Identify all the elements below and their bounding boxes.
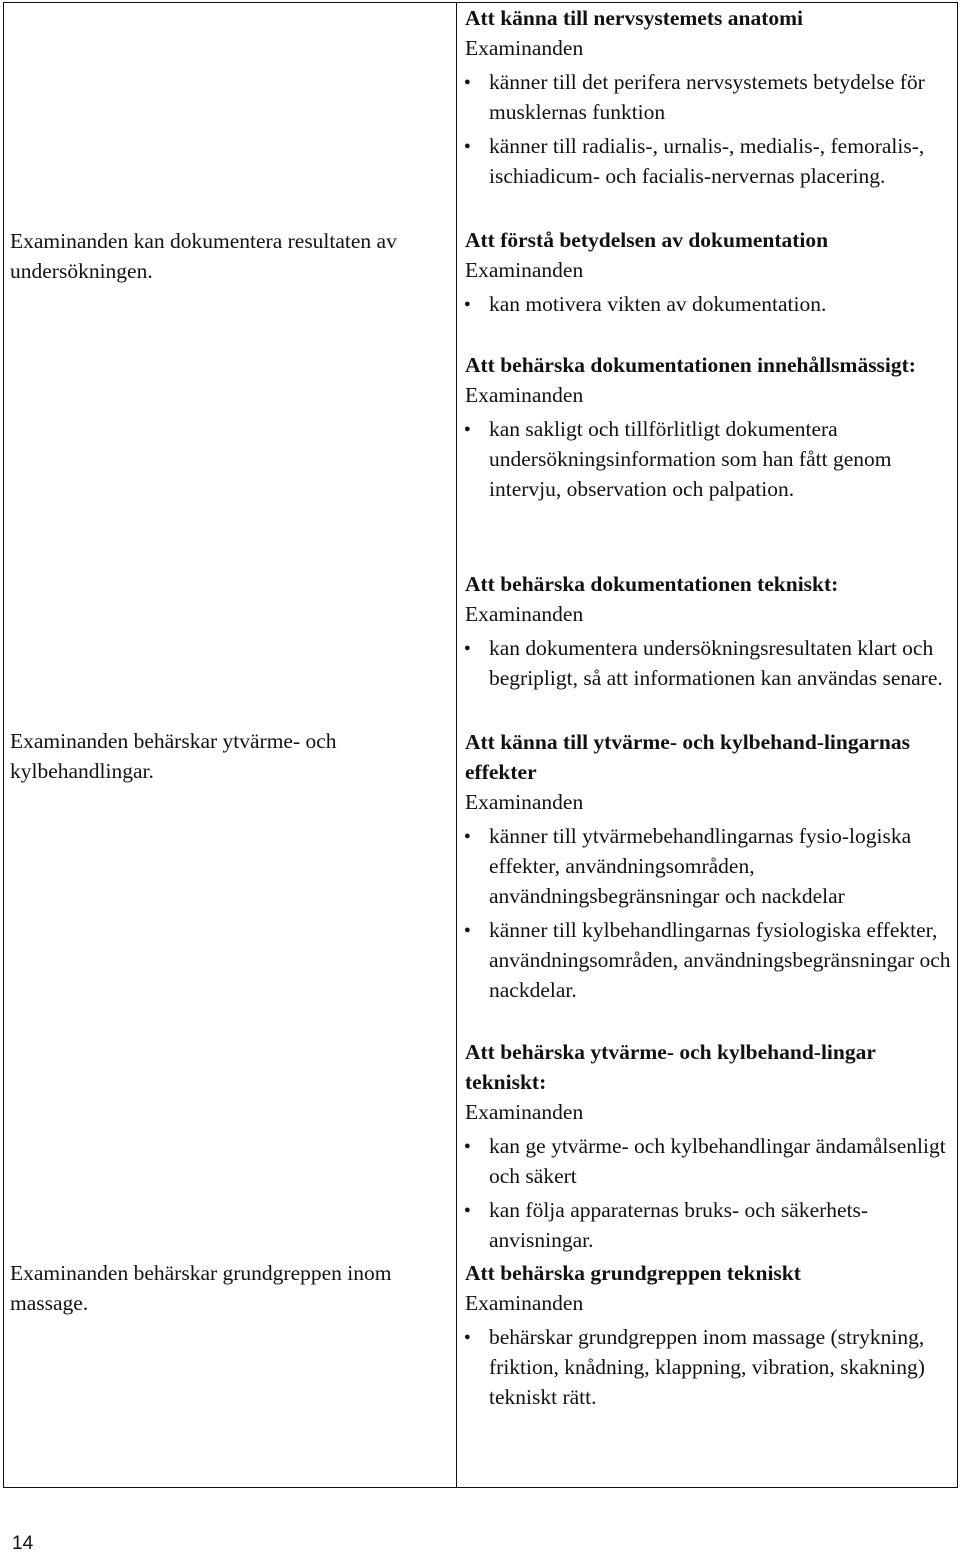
list-item: ● kan motivera vikten av dokumentation. bbox=[465, 289, 955, 319]
section-examinee: Examinanden bbox=[465, 790, 584, 814]
list-item: ● kan sakligt och tillförlitligt dokumentera undersökningsinformation som han fått genom intervju, observation och palpation. bbox=[465, 414, 955, 504]
section-heading: Att behärska dokumentationen innehållsmässigt: bbox=[465, 353, 916, 377]
section-examinee: Examinanden bbox=[465, 383, 584, 407]
section-examinee: Examinanden bbox=[465, 1100, 584, 1124]
section-heading: Att känna till nervsystemets anatomi bbox=[465, 6, 804, 30]
left-criterion-massage: Examinanden behärskar grundgreppen inom massage. bbox=[10, 1261, 392, 1315]
section-heat-cold-technical bbox=[465, 1037, 955, 1255]
section-examinee: Examinanden bbox=[465, 1291, 584, 1315]
list-item: ● kan följa apparaternas bruks- och säkerhets-anvisningar. bbox=[465, 1195, 955, 1255]
section-heading: Att känna till ytvärme- och kylbehand-lingarnas effekter bbox=[465, 730, 910, 784]
list-item: ● känner till ytvärmebehandlingarnas fysio-logiska effekter, användningsområden, användningsbegränsningar och nackdelar bbox=[465, 821, 955, 911]
list-item: ● känner till radialis-, urnalis-, medialis-, femoralis-, ischiadicum- och facialis-nervernas placering. bbox=[465, 131, 955, 191]
list-item: ● känner till kylbehandlingarnas fysiologiska effekter, användningsområden, användningsbegränsningar och nackdelar. bbox=[465, 915, 955, 1005]
section-heading: Att förstå betydelsen av dokumentation bbox=[465, 228, 829, 252]
section-nervous-system bbox=[465, 3, 955, 191]
list-item: ● behärskar grundgreppen inom massage (strykning, friktion, knådning, klappning, vibration, skakning) tekniskt rätt. bbox=[465, 1322, 955, 1412]
section-heat-cold-effects bbox=[465, 727, 955, 1005]
page-number: 14 bbox=[12, 1533, 34, 1554]
section-heading: Att behärska ytvärme- och kylbehand-lingar tekniskt: bbox=[465, 1040, 876, 1094]
section-examinee: Examinanden bbox=[465, 602, 584, 626]
section-heading: Att behärska dokumentationen tekniskt: bbox=[465, 572, 839, 596]
section-heading: Att behärska grundgreppen tekniskt bbox=[465, 1261, 801, 1285]
list-item: ● känner till det perifera nervsystemets betydelse för musklernas funktion bbox=[465, 67, 955, 127]
section-massage-technical bbox=[465, 1258, 955, 1412]
section-documentation-content bbox=[465, 350, 955, 504]
list-item: ● kan ge ytvärme- och kylbehandlingar ändamålsenligt och säkert bbox=[465, 1131, 955, 1191]
left-criterion-documentation: Examinanden kan dokumentera resultaten av undersökningen. bbox=[10, 229, 397, 283]
section-examinee: Examinanden bbox=[465, 258, 584, 282]
section-documentation-technical bbox=[465, 569, 955, 693]
section-examinee: Examinanden bbox=[465, 36, 584, 60]
section-documentation-importance bbox=[465, 225, 955, 319]
column-divider bbox=[456, 2, 457, 1488]
list-item: ● kan dokumentera undersökningsresultaten klart och begripligt, så att informationen kan användas senare. bbox=[465, 633, 955, 693]
left-criterion-heat-cold: Examinanden behärskar ytvärme- och kylbehandlingar. bbox=[10, 729, 337, 783]
